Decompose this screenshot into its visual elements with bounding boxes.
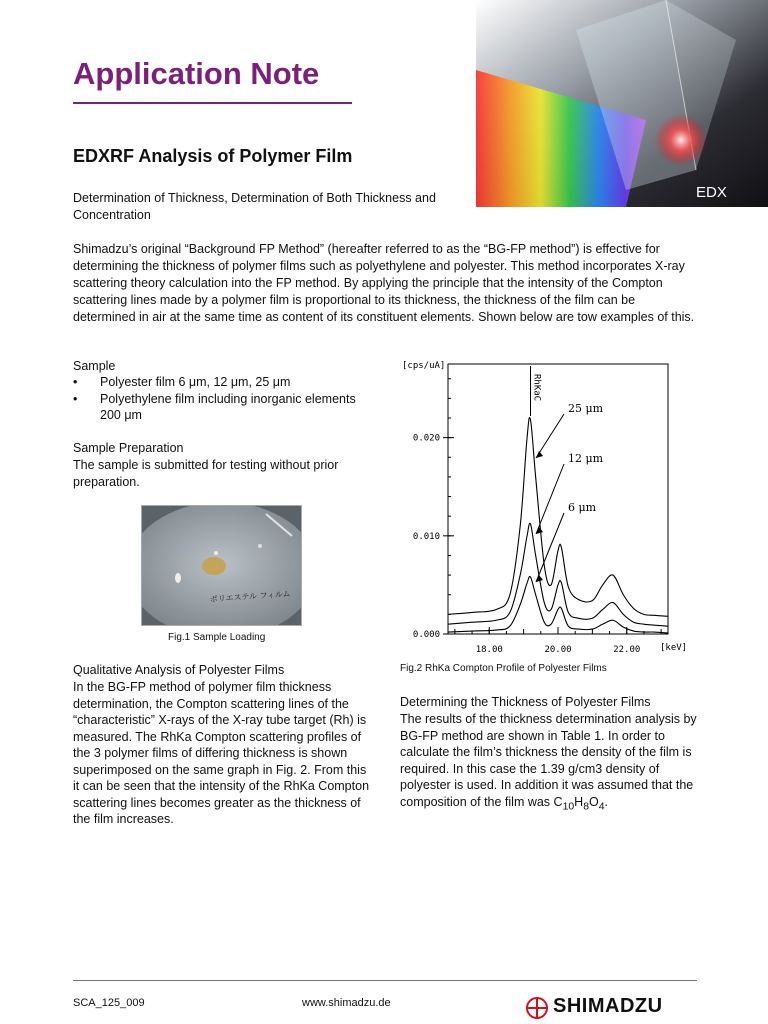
plot-frame (448, 364, 668, 634)
thickness-text-main: The results of the thickness determination analysis by BG-FP method are shown in Table 1. In order to calculate the film’s thickness the density of the film is required. In this case the 1.39 g/cm3 density of polyester is used. In addition it was assumed that the composition of the film was (400, 712, 697, 809)
intro-paragraph: Shimadzu’s original “Background FP Method” (hereafter referred to as the “BG-FP method”) is effective for determining the thickness of polymer films such as polyethylene and polyester. This method incorporates X-ray scattering theory calculation into the FP method. By applying the principle that the intensity of the Compton scattering lines made by a polymer film is proportional to its thickness, the thickness of the film can be determined in air at the same time as content of its constituent elements. Shown below are tow examples of this. (73, 242, 695, 324)
x-tick-label: 18.00 (475, 645, 503, 655)
brand-name: SHIMADZU (553, 995, 663, 1017)
thickness-heading: Determining the Thickness of Polyester Films (400, 695, 651, 709)
series-annotation: 12 μm (568, 452, 604, 465)
page-title: Application Note (73, 56, 320, 91)
x-axis-label: [keV] (660, 643, 688, 653)
document-title: EDXRF Analysis of Polymer Film (73, 146, 353, 166)
formula-subscript: 10 (562, 801, 575, 812)
sample-prep-text: The sample is submitted for testing without prior preparation. (73, 458, 339, 489)
qualitative-text: In the BG-FP method of polymer film thickness determination, the Compton scattering lines of the “characteristic” X-rays of the X-ray tube target (Rh) is measured. The RhKa Compton scattering profiles of the 3 polymer films of differing thickness is shown superimposed on the same graph in Fig. 2. From this it can be seen that the intensity of the RhKa Compton scattering lines becomes greater as the thickness of the film increases. (73, 680, 370, 826)
formula-element: O (588, 794, 599, 809)
y-tick-label: 0.010 (412, 531, 440, 542)
edx-prism-image (476, 0, 768, 207)
compton-profile-chart (398, 356, 688, 660)
formula (553, 794, 605, 812)
handwritten-label: ポリエステル フィルム (209, 589, 291, 604)
list-item: • Polyester film 6 μm, 12 μm, 25 μm (73, 374, 373, 391)
shimadzu-logo (526, 994, 698, 1024)
sample-loading-photo (141, 505, 302, 626)
series-line (448, 523, 668, 626)
series-annotation: 6 μm (568, 501, 597, 514)
formula-subscript: 4 (598, 801, 605, 812)
sample-heading: Sample (73, 359, 116, 373)
formula-element: H (574, 794, 584, 809)
edx-label: EDX (696, 184, 727, 201)
fig1-caption: Fig.1 Sample Loading (168, 632, 266, 643)
annotation-arrowhead (536, 451, 543, 458)
title-underline (73, 102, 352, 104)
document-subtitle: Determination of Thickness, Determination of Both Thickness and Concentration (73, 191, 436, 222)
y-tick-label: 0.000 (412, 630, 440, 640)
fig2-caption: Fig.2 RhKa Compton Profile of Polyester Films (400, 663, 607, 674)
qualitative-heading: Qualitative Analysis of Polyester Films (73, 663, 285, 677)
thickness-text (400, 711, 700, 816)
peak-label: RhKaC (531, 374, 542, 402)
formula-element: C (553, 794, 563, 809)
footer-url: www.shimadzu.de (302, 997, 391, 1009)
thickness-text-end: . (604, 794, 608, 809)
y-axis-label: [cps/uA] (402, 361, 446, 371)
x-tick-label: 22.00 (613, 645, 641, 655)
y-tick-label: 0.020 (412, 433, 440, 444)
sample-prep-heading: Sample Preparation (73, 441, 184, 455)
footer-divider (73, 980, 697, 981)
document-code: SCA_125_009 (73, 997, 145, 1009)
annotation-arrow (536, 414, 564, 458)
list-item: • Polyethylene film including inorganic elements 200 μm (73, 391, 373, 424)
series-annotation: 25 μm (568, 402, 604, 415)
shimadzu-emblem-icon (526, 997, 548, 1019)
formula-subscript: 8 (583, 801, 589, 812)
x-tick-label: 20.00 (544, 645, 572, 655)
sample-list (73, 374, 373, 424)
